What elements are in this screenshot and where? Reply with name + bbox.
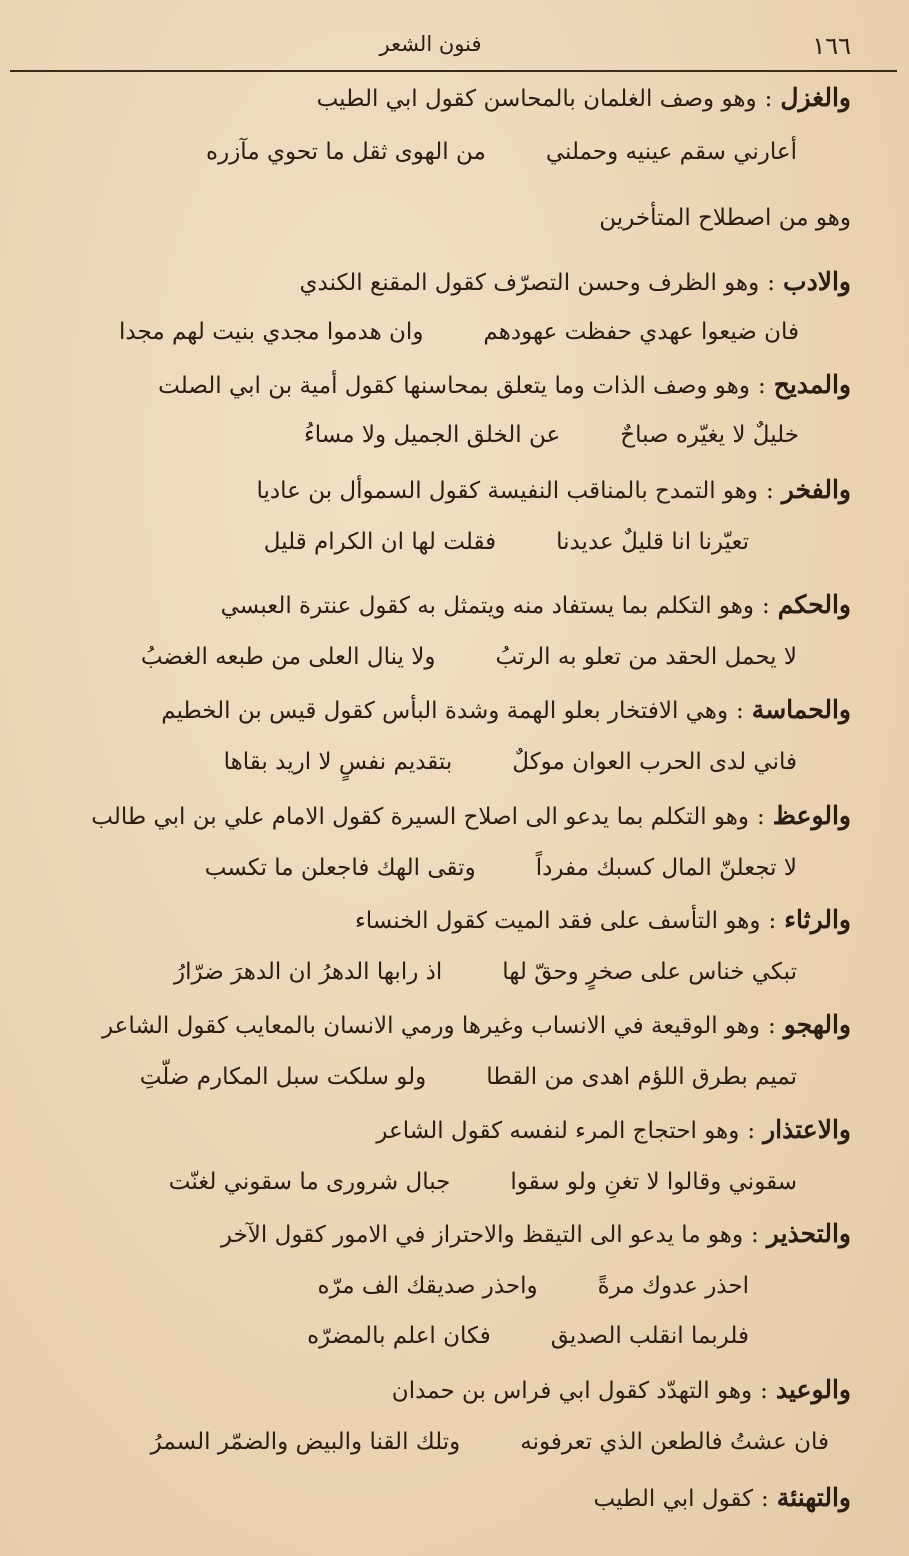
term-label: والهجو xyxy=(783,1010,851,1039)
verse-hemistich-2: بتقديم نفسٍ لا اريد بقاها xyxy=(223,749,453,775)
term-label: والرثاء xyxy=(784,905,851,934)
term-label: والتحذير xyxy=(766,1219,851,1248)
term-label: والحماسة xyxy=(751,695,851,724)
verse-hemistich-2: عن الخلق الجميل ولا مساءُ xyxy=(303,422,561,448)
term-label: والادب xyxy=(783,267,851,296)
verse xyxy=(224,742,797,782)
definition: وهي الافتخار بعلو الهمة وشدة البأس كقول قيس بن الخطيم xyxy=(161,698,729,724)
verse xyxy=(304,415,799,455)
verse-hemistich-2: فقلت لها ان الكرام قليل xyxy=(263,529,497,555)
term-label: والمديح xyxy=(773,370,851,399)
entry-itidhar: والاعتذار:وهو احتجاج المرء لنفسه كقول الشاعر xyxy=(376,1115,851,1144)
definition: وهو التهدّد كقول ابي فراس بن حمدان xyxy=(391,1378,753,1404)
definition: وهو احتجاج المرء لنفسه كقول الشاعر xyxy=(376,1118,740,1144)
verse-hemistich-1: أعارني سقم عينيه وحملني xyxy=(545,139,797,165)
entry-hijw: والهجو:وهو الوقيعة في الانساب وغيرها ورمي الانسان بالمعايب كقول الشاعر xyxy=(101,1010,851,1039)
verse-hemistich-2: من الهوى ثقل ما تحوي مآزره xyxy=(206,139,486,165)
entry-tahnia: والتهنئة:كقول ابي الطيب xyxy=(593,1483,851,1512)
verse xyxy=(307,1316,749,1356)
entry-ritha: والرثاء:وهو التأسف على فقد الميت كقول الخنساء xyxy=(354,905,851,934)
definition: وهو وصف الذات وما يتعلق بمحاسنها كقول أمية بن ابي الصلت xyxy=(158,373,750,399)
running-head xyxy=(10,32,851,66)
definition: وهو وصف الغلمان بالمحاسن كقول ابي الطيب xyxy=(316,86,757,112)
verse xyxy=(169,1162,797,1202)
verse-hemistich-1: لا تجعلنّ المال كسبك مفرداً xyxy=(535,855,797,881)
entry-adab: والادب:وهو الظرف وحسن التصرّف كقول المقنع الكندي xyxy=(299,267,851,296)
entry-ghazal: والغزل:وهو وصف الغلمان بالمحاسن كقول ابي الطيب xyxy=(316,83,851,112)
verse-hemistich-1: فان عشتُ فالطعن الذي تعرفونه xyxy=(520,1429,829,1455)
verse xyxy=(264,522,749,562)
entry-fakhr: والفخر:وهو التمدح بالمناقب النفيسة كقول السموأل بن عاديا xyxy=(256,475,851,504)
definition: وهو التكلم بما يستفاد منه ويتمثل به كقول عنترة العبسي xyxy=(220,593,755,619)
term-label: والوعظ xyxy=(772,801,851,830)
verse xyxy=(174,952,797,992)
verse-hemistich-1: فلربما انقلب الصديق xyxy=(550,1323,749,1349)
term-label: والوعيد xyxy=(775,1375,851,1404)
verse-hemistich-2: فكان اعلم بالمضرّه xyxy=(307,1323,491,1349)
term-label: والاعتذار xyxy=(763,1115,851,1144)
verse xyxy=(151,1422,829,1462)
definition: وهو التمدح بالمناقب النفيسة كقول السموأل بن عاديا xyxy=(256,478,759,504)
term-label: والحكم xyxy=(777,590,851,619)
verse-hemistich-2: وتقى الهك فاجعلن ما تكسب xyxy=(204,855,476,881)
verse-hemistich-1: خليلٌ لا يغيّره صباحٌ xyxy=(620,422,799,448)
verse xyxy=(119,312,799,352)
verse xyxy=(205,848,797,888)
entry-madih: والمديح:وهو وصف الذات وما يتعلق بمحاسنها كقول أمية بن ابي الصلت xyxy=(158,370,851,399)
verse xyxy=(141,637,797,677)
verse-hemistich-1: احذر عدوك مرةً xyxy=(597,1273,749,1299)
verse-hemistich-1: تميم بطرق اللؤم اهدى من القطا xyxy=(486,1064,797,1090)
verse-hemistich-2: اذ رابها الدهرُ ان الدهرَ ضرّارُ xyxy=(174,959,443,985)
definition: وهو التأسف على فقد الميت كقول الخنساء xyxy=(354,908,761,934)
entry-tahdhir: والتحذير:وهو ما يدعو الى التيقظ والاحتراز في الامور كقول الآخر xyxy=(220,1219,851,1248)
definition: وهو ما يدعو الى التيقظ والاحتراز في الامور كقول الآخر xyxy=(220,1222,744,1248)
running-title: فنون الشعر xyxy=(379,32,482,56)
entry-waid: والوعيد:وهو التهدّد كقول ابي فراس بن حمدان xyxy=(391,1375,851,1404)
entry-hamasa: والحماسة:وهي الافتخار بعلو الهمة وشدة البأس كقول قيس بن الخطيم xyxy=(161,695,851,724)
header-rule xyxy=(10,70,897,72)
verse xyxy=(140,1057,797,1097)
definition: وهو التكلم بما يدعو الى اصلاح السيرة كقول الامام علي بن ابي طالب xyxy=(91,804,750,830)
verse-hemistich-2: وان هدموا مجدي بنيت لهم مجدا xyxy=(119,319,424,345)
entry-waz: والوعظ:وهو التكلم بما يدعو الى اصلاح السيرة كقول الامام علي بن ابي طالب xyxy=(91,801,851,830)
term-label: والفخر xyxy=(781,475,851,504)
verse-hemistich-2: وتلك القنا والبيض والضمّر السمرُ xyxy=(150,1429,461,1455)
verse-hemistich-1: تبكي خناس على صخرٍ وحقّ لها xyxy=(502,959,797,985)
term-label: والغزل xyxy=(780,83,851,112)
verse-hemistich-2: ولو سلكت سبل المكارم ضلّتِ xyxy=(139,1064,427,1090)
definition: كقول ابي الطيب xyxy=(593,1486,754,1512)
verse-hemistich-2: جبال شرورى ما سقوني لغنّت xyxy=(168,1169,451,1195)
verse xyxy=(206,132,797,172)
note: وهو من اصطلاح المتأخرين xyxy=(599,205,851,231)
verse-hemistich-2: واحذر صديقك الف مرّه xyxy=(317,1273,538,1299)
verse-hemistich-1: تعيّرنا انا قليلٌ عديدنا xyxy=(556,529,749,555)
definition: وهو الظرف وحسن التصرّف كقول المقنع الكندي xyxy=(299,270,760,296)
entry-hikam: والحكم:وهو التكلم بما يستفاد منه ويتمثل به كقول عنترة العبسي xyxy=(220,590,851,619)
verse-hemistich-1: سقوني وقالوا لا تغنِ ولو سقوا xyxy=(510,1169,797,1195)
verse-hemistich-1: لا يحمل الحقد من تعلو به الرتبُ xyxy=(495,644,797,670)
page-number: ١٦٦ xyxy=(812,32,851,60)
verse xyxy=(318,1266,749,1306)
verse-hemistich-1: فان ضيعوا عهدي حفظت عهودهم xyxy=(483,319,799,345)
verse-hemistich-2: ولا ينال العلى من طبعه الغضبُ xyxy=(140,644,436,670)
verse-hemistich-1: فاني لدى الحرب العوان موكلٌ xyxy=(512,749,797,775)
term-label: والتهنئة xyxy=(776,1483,851,1512)
definition: وهو الوقيعة في الانساب وغيرها ورمي الانسان بالمعايب كقول الشاعر xyxy=(101,1013,761,1039)
